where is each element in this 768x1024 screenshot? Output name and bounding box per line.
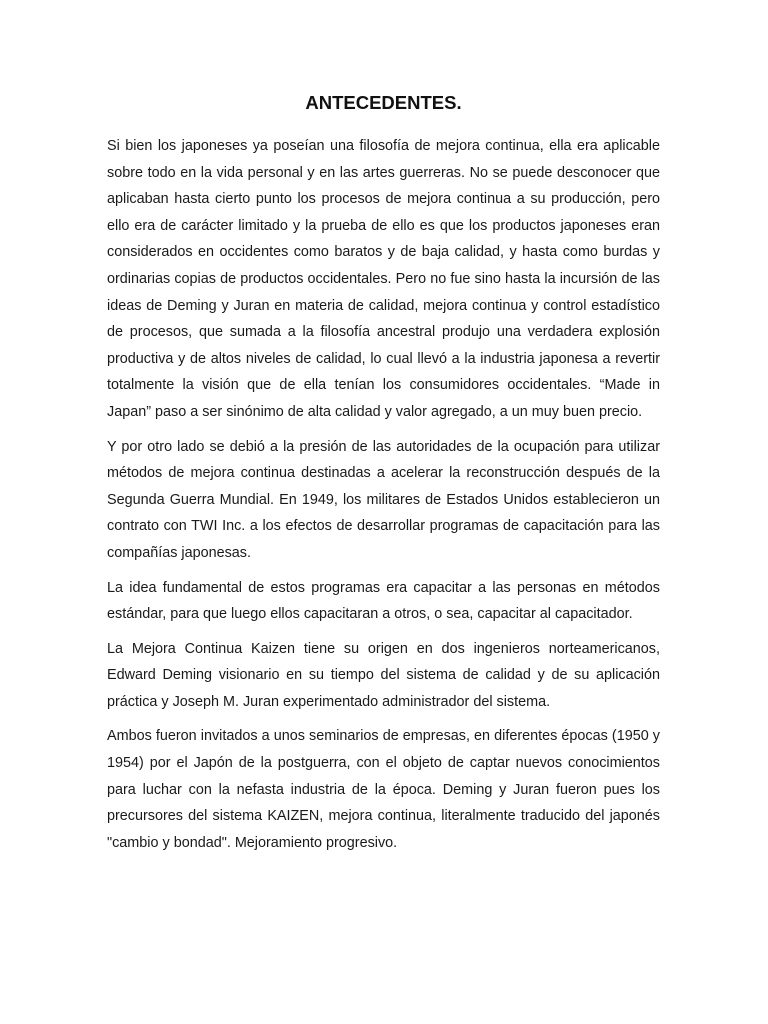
paragraph-5: Ambos fueron invitados a unos seminarios de empresas, en diferentes épocas (1950 y 1954) por el Japón de la postguerra, con el objeto de captar nuevos conocimientos para luchar con la nefasta industria de la época. Deming y Juran fueron pues los precursores del sistema KAIZEN, mejora continua, literalmente traducido del japonés "cambio y bondad". Mejoramiento progresivo. [107,728,660,851]
paragraph-4: La Mejora Continua Kaizen tiene su origen en dos ingenieros norteamericanos, Edward Deming visionario en su tiempo del sistema de calidad y de su aplicación práctica y Joseph M. Juran experimentado administrador del sistema. [107,640,660,710]
paragraph-1: Si bien los japoneses ya poseían una filosofía de mejora continua, ella era aplicable sobre todo en la vida personal y en las artes guerreras. No se puede desconocer que aplicaban hasta cierto punto los procesos de mejora continua a su producción, pero ello era de carácter limitado y la prueba de ello es que los productos japoneses eran considerados en occidentes como baratos y de baja calidad, y hasta como burdas y ordinarias copias de productos occidentales. Pero no fue sino hasta la incursión de las ideas de Deming y Juran en materia de calidad, mejora continua y control estadístico de procesos, que sumada a la filosofía ancestral produjo una verdadera explosión productiva y de altos niveles de calidad, lo cual llevó a la industria japonesa a revertir totalmente la visión que de ella tenían los consumidores occidentales. “Made in Japan” paso a ser sinónimo de alta calidad y valor agregado, a un muy buen precio. [107,138,660,420]
paragraph-2: Y por otro lado se debió a la presión de las autoridades de la ocupación para utilizar métodos de mejora continua destinadas a acelerar la reconstrucción después de la Segunda Guerra Mundial. En 1949, los militares de Estados Unidos establecieron un contrato con TWI Inc. a los efectos de desarrollar programas de capacitación para las compañías japonesas. [107,438,660,561]
paragraph-3: La idea fundamental de estos programas era capacitar a las personas en métodos estándar, para que luego ellos capacitaran a otros, o sea, capacitar al capacitador. [107,579,660,623]
document-body [107,88,660,864]
document-title: ANTECEDENTES. [305,92,462,113]
